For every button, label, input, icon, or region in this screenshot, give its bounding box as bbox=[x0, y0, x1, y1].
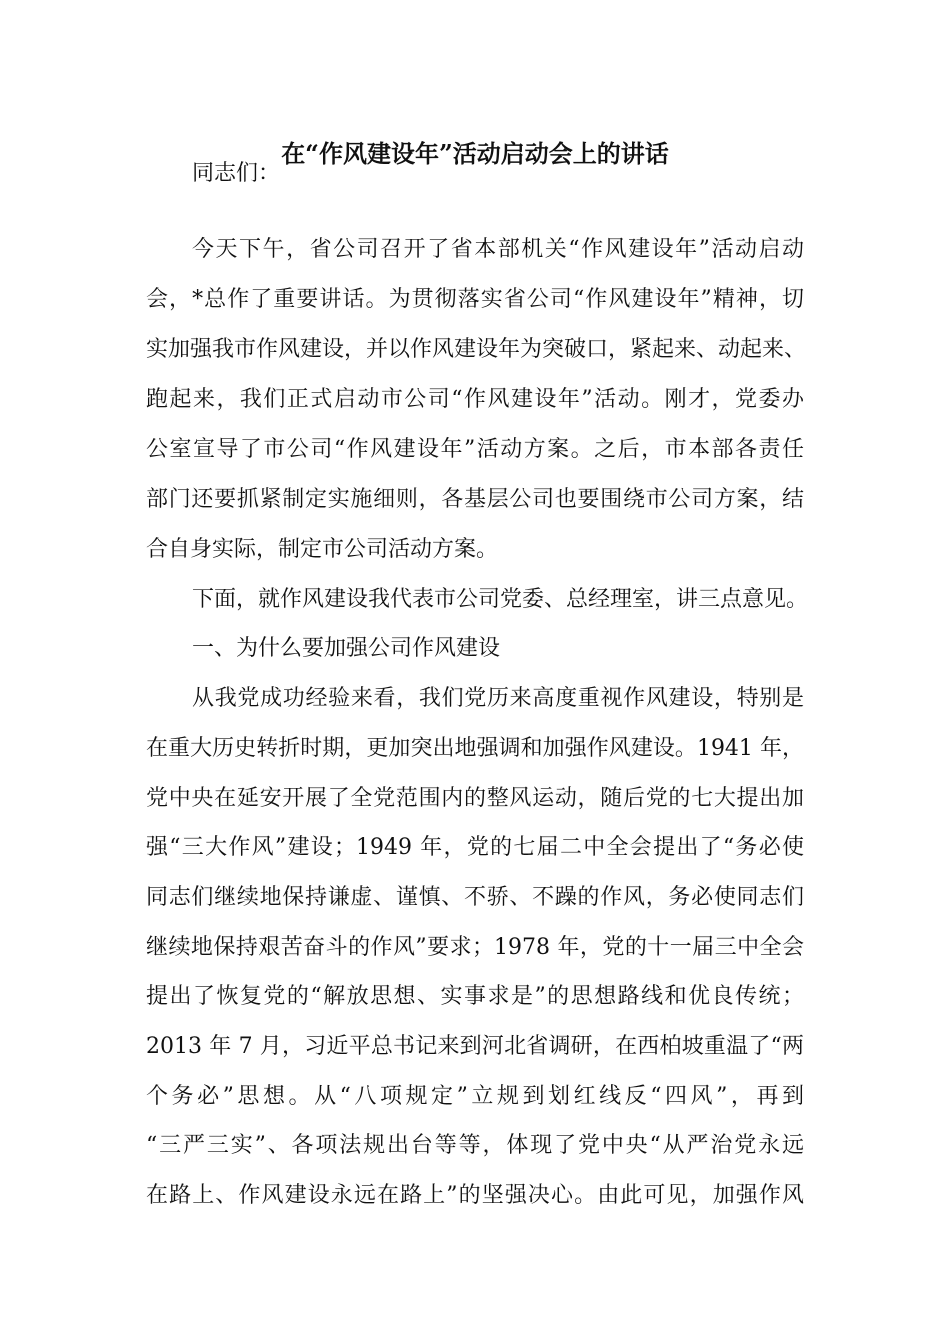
paragraph-line: 同志们继续地保持谦虚、谨慎、不骄、不躁的作风，务必使同志们 bbox=[146, 885, 804, 910]
paragraph-line: 部门还要抓紧制定实施细则，各基层公司也要围绕市公司方案，结 bbox=[146, 487, 804, 512]
paragraph-line: 在重大历史转折时期，更加突出地强调和加强作风建设。1941 年， bbox=[146, 736, 804, 761]
salutation: 同志们： bbox=[192, 161, 281, 186]
paragraph-line: 党中央在延安开展了全党范围内的整风运动，随后党的七大提出加 bbox=[146, 786, 804, 811]
section-heading: 一、为什么要加强公司作风建设 bbox=[192, 636, 501, 661]
paragraph-line: 2013 年 7 月，习近平总书记来到河北省调研，在西柏坡重温了“两 bbox=[146, 1034, 804, 1059]
paragraph-line: 下面，就作风建设我代表市公司党委、总经理室，讲三点意见。 bbox=[192, 587, 809, 612]
paragraph-line: 今天下午，省公司召开了省本部机关“作风建设年”活动启动 bbox=[192, 237, 804, 262]
paragraph-line: 在路上、作风建设永远在路上”的坚强决心。由此可见，加强作风 bbox=[146, 1183, 804, 1208]
paragraph-line: 继续地保持艰苦奋斗的作风”要求；1978 年，党的十一届三中全会 bbox=[146, 935, 804, 960]
paragraph-line: “三严三实”、各项法规出台等等，体现了党中央“从严治党永远 bbox=[146, 1133, 804, 1158]
paragraph-line: 会，*总作了重要讲话。为贯彻落实省公司“作风建设年”精神，切 bbox=[146, 287, 804, 312]
paragraph-line: 强“三大作风”建设；1949 年，党的七届二中全会提出了“务必使 bbox=[146, 835, 804, 860]
paragraph-line: 个务必”思想。从“八项规定”立规到划红线反“四风”，再到 bbox=[146, 1084, 804, 1109]
paragraph-line: 合自身实际，制定市公司活动方案。 bbox=[146, 537, 499, 562]
paragraph-line: 提出了恢复党的“解放思想、实事求是”的思想路线和优良传统； bbox=[146, 984, 804, 1009]
paragraph-line: 公室宣导了市公司“作风建设年”活动方案。之后，市本部各责任 bbox=[146, 437, 804, 462]
document-title: 在“作风建设年”活动启动会上的讲话 bbox=[281, 139, 669, 168]
paragraph-line: 从我党成功经验来看，我们党历来高度重视作风建设，特别是 bbox=[192, 686, 804, 711]
paragraph-line: 跑起来，我们正式启动市公司“作风建设年”活动。刚才，党委办 bbox=[146, 387, 804, 412]
paragraph-line: 实加强我市作风建设，并以作风建设年为突破口，紧起来、动起来、 bbox=[146, 337, 807, 362]
